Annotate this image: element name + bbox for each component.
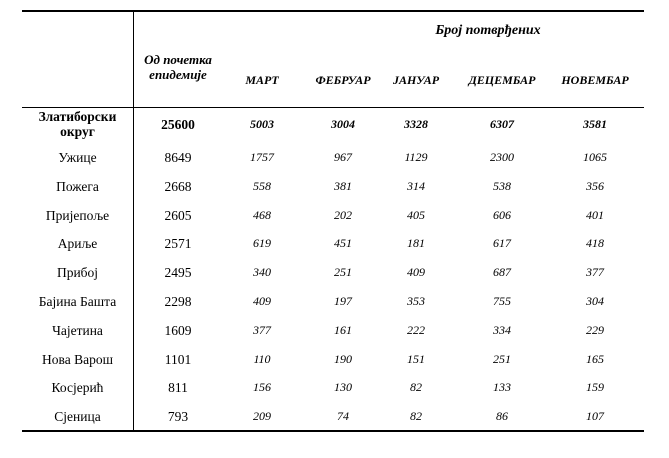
row-januar-value: 405 — [407, 207, 425, 222]
row-total-value: 2605 — [164, 207, 192, 223]
row-total-value: 811 — [168, 380, 188, 396]
row-mart-value: 468 — [253, 207, 271, 222]
summary-mart-value: 5003 — [250, 117, 274, 131]
row-decembar-value: 334 — [493, 322, 511, 337]
row-februar-value: 381 — [334, 178, 352, 193]
row-februar-value: 202 — [334, 207, 352, 222]
row-mart-value: 209 — [253, 409, 271, 424]
row-name: Ариље — [57, 236, 98, 252]
row-total-value: 1609 — [164, 322, 192, 338]
row-novembar-value: 165 — [586, 351, 604, 366]
summary-row-name: Златиборски округ — [38, 109, 117, 139]
row-decembar-value: 2300 — [490, 150, 514, 164]
row-novembar-value: 356 — [586, 178, 604, 193]
row-name: Сјеница — [54, 409, 101, 425]
row-novembar-value: 1065 — [583, 150, 607, 164]
summary-novembar-value: 3581 — [583, 117, 607, 131]
row-name: Бајина Башта — [38, 294, 117, 309]
row-mart-value: 340 — [253, 265, 271, 280]
row-novembar-value: 377 — [586, 265, 604, 280]
row-decembar-value: 687 — [493, 265, 511, 280]
row-name: Косјерић — [51, 380, 104, 396]
row-februar-value: 197 — [334, 294, 352, 308]
row-decembar-value: 538 — [493, 178, 511, 193]
row-mart-value: 377 — [253, 322, 271, 337]
row-decembar-value: 606 — [493, 207, 511, 222]
row-januar-value: 353 — [407, 294, 425, 308]
row-januar-value: 314 — [407, 178, 425, 193]
row-januar-value: 222 — [407, 322, 425, 337]
row-name: Нова Варош — [42, 351, 113, 367]
row-decembar-value: 86 — [496, 409, 508, 424]
row-name: Пријепоље — [45, 207, 110, 223]
row-mart-value: 156 — [253, 380, 271, 395]
row-novembar-value: 418 — [586, 236, 604, 251]
header-divider — [22, 107, 644, 108]
row-total-value: 2668 — [164, 178, 192, 194]
row-novembar-value: 401 — [586, 207, 604, 222]
row-novembar-value: 159 — [586, 380, 604, 395]
group-header: Број потврђених — [435, 23, 541, 38]
row-total-value: 1101 — [164, 351, 192, 367]
summary-januar-value: 3328 — [404, 117, 428, 131]
row-name: Чајетина — [52, 322, 103, 338]
row-name: Ужице — [58, 150, 97, 165]
row-januar-value: 409 — [407, 265, 425, 280]
row-total-value: 2571 — [164, 236, 192, 252]
row-februar-value: 130 — [334, 380, 352, 395]
row-mart-value: 1757 — [250, 150, 274, 164]
row-januar-value: 151 — [407, 351, 425, 366]
row-februar-value: 161 — [334, 322, 352, 337]
row-januar-value: 181 — [407, 236, 425, 251]
covid-cases-table — [22, 10, 644, 432]
row-februar-value: 190 — [334, 351, 352, 366]
column-header-decembar: ДЕЦЕМБАР — [468, 73, 536, 87]
row-mart-value: 558 — [253, 178, 271, 193]
row-total-value: 793 — [167, 409, 189, 425]
row-decembar-value: 251 — [493, 351, 511, 366]
row-mart-value: 619 — [253, 236, 271, 251]
row-name: Пожега — [56, 178, 99, 194]
row-decembar-value: 133 — [493, 380, 511, 395]
row-novembar-value: 229 — [586, 322, 604, 337]
row-total-value: 2495 — [164, 265, 192, 281]
row-name: Прибој — [56, 265, 99, 281]
row-februar-value: 74 — [337, 409, 349, 424]
column-header-mart: МАРТ — [245, 73, 279, 87]
row-januar-value: 82 — [410, 380, 422, 395]
summary-februar-value: 3004 — [331, 117, 355, 131]
row-januar-value: 1129 — [404, 150, 428, 164]
column-divider — [133, 12, 134, 430]
column-header-novembar: НОВЕМБАР — [561, 73, 629, 87]
row-total-value: 2298 — [164, 294, 192, 309]
row-februar-value: 451 — [334, 236, 352, 251]
row-total-value: 8649 — [164, 150, 192, 165]
column-header-total: Од почетка епидемије — [144, 52, 212, 82]
row-decembar-value: 755 — [493, 294, 511, 308]
summary-total-value: 25600 — [161, 117, 195, 132]
row-novembar-value: 107 — [586, 409, 604, 424]
column-header-februar: ФЕБРУАР — [315, 73, 371, 87]
row-decembar-value: 617 — [493, 236, 511, 251]
row-mart-value: 110 — [253, 351, 271, 366]
row-novembar-value: 304 — [586, 294, 604, 308]
row-februar-value: 967 — [334, 150, 352, 164]
column-header-januar: ЈАНУАР — [392, 73, 440, 87]
row-februar-value: 251 — [334, 265, 352, 280]
row-mart-value: 409 — [253, 294, 271, 308]
row-januar-value: 82 — [410, 409, 422, 424]
summary-decembar-value: 6307 — [490, 117, 514, 131]
